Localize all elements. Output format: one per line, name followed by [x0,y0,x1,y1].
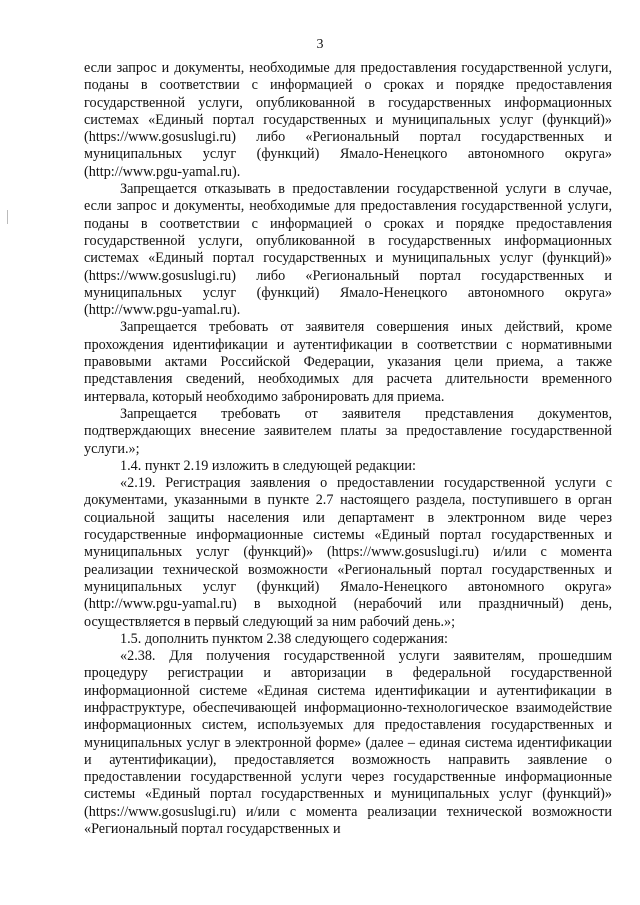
paragraph-3: Запрещается требовать от заявителя совершения иных действий, кроме прохождения идентификации и аутентификации в соответствии с нормативными правовыми актами Российской Федерации, указания цели приема, а также представления сведений, необходимых для расчета длительности временного интервала, который необходимо забронировать для приема. [84,319,612,405]
paragraph-1: если запрос и документы, необходимые для предоставления государственной услуги, поданы в соответствии с информацией о сроках и порядке предоставления государственной услуги, опубликованной в государственных информационных системах «Единый портал государственных и муниципальных услуг (функций)» (https://www.gosuslugi.ru) либо «Региональный портал государственных и муниципальных услуг (функций) Ямало-Ненецкого автономного округа» (http://www.pgu-yamal.ru). [84,60,612,180]
paragraph-8: «2.38. Для получения государственной услуги заявителям, прошедшим процедуру регистрации и авторизации в федеральной государственной информационной системе «Единая система идентификации и аутентификации в инфраструктуре, обеспечивающей информационно-технологическое взаимодействие информационных систем, используемых для предоставления государственных и муниципальных услуг в электронной форме» (далее – единая система идентификации и аутентификации), предоставляется возможность направить заявление о предоставлении государственной услуги через государственные информационные системы «Единый портал государственных и муниципальных услуг (функций)» (https://www.gosuslugi.ru) и/или с момента реализации технической возможности «Региональный портал государственных и [84,648,612,838]
page-number: 3 [316,37,324,52]
paragraph-5: 1.4. пункт 2.19 изложить в следующей редакции: [120,457,416,474]
paragraph-7: 1.5. дополнить пунктом 2.38 следующего содержания: [120,630,448,647]
paragraph-6: «2.19. Регистрация заявления о предоставлении государственной услуги с документами, указанными в пункте 2.7 настоящего раздела, поступившего в орган социальной защиты населения или департамент в электронном виде через государственные информационные системы «Единый портал государственных и муниципальных услуг (функций)» (https://www.gosuslugi.ru) и/или с момента реализации технической возможности «Региональный портал государственных и муниципальных услуг (функций) Ямало-Ненецкого автономного округа» (http://www.pgu-yamal.ru) в выходной (нерабочий или праздничный) день, осуществляется в первый следующий за ним рабочий день.»; [84,475,612,630]
paragraph-4: Запрещается требовать от заявителя представления документов, подтверждающих внесение заявителем платы за предоставление государственной услуги.»; [84,405,612,457]
document-body [84,60,612,838]
paragraph-2: Запрещается отказывать в предоставлении государственной услуги в случае, если запрос и документы, необходимые для предоставления государственной услуги, поданы в соответствии с информацией о сроках и порядке предоставления государственной услуги, опубликованной в государственных информационных системах «Единый портал государственных и муниципальных услуг (функций)» (https://www.gosuslugi.ru) либо «Региональный портал государственных и муниципальных услуг (функций) Ямало-Ненецкого автономного округа» (http://www.pgu-yamal.ru). [84,181,612,319]
margin-mark [7,210,8,224]
